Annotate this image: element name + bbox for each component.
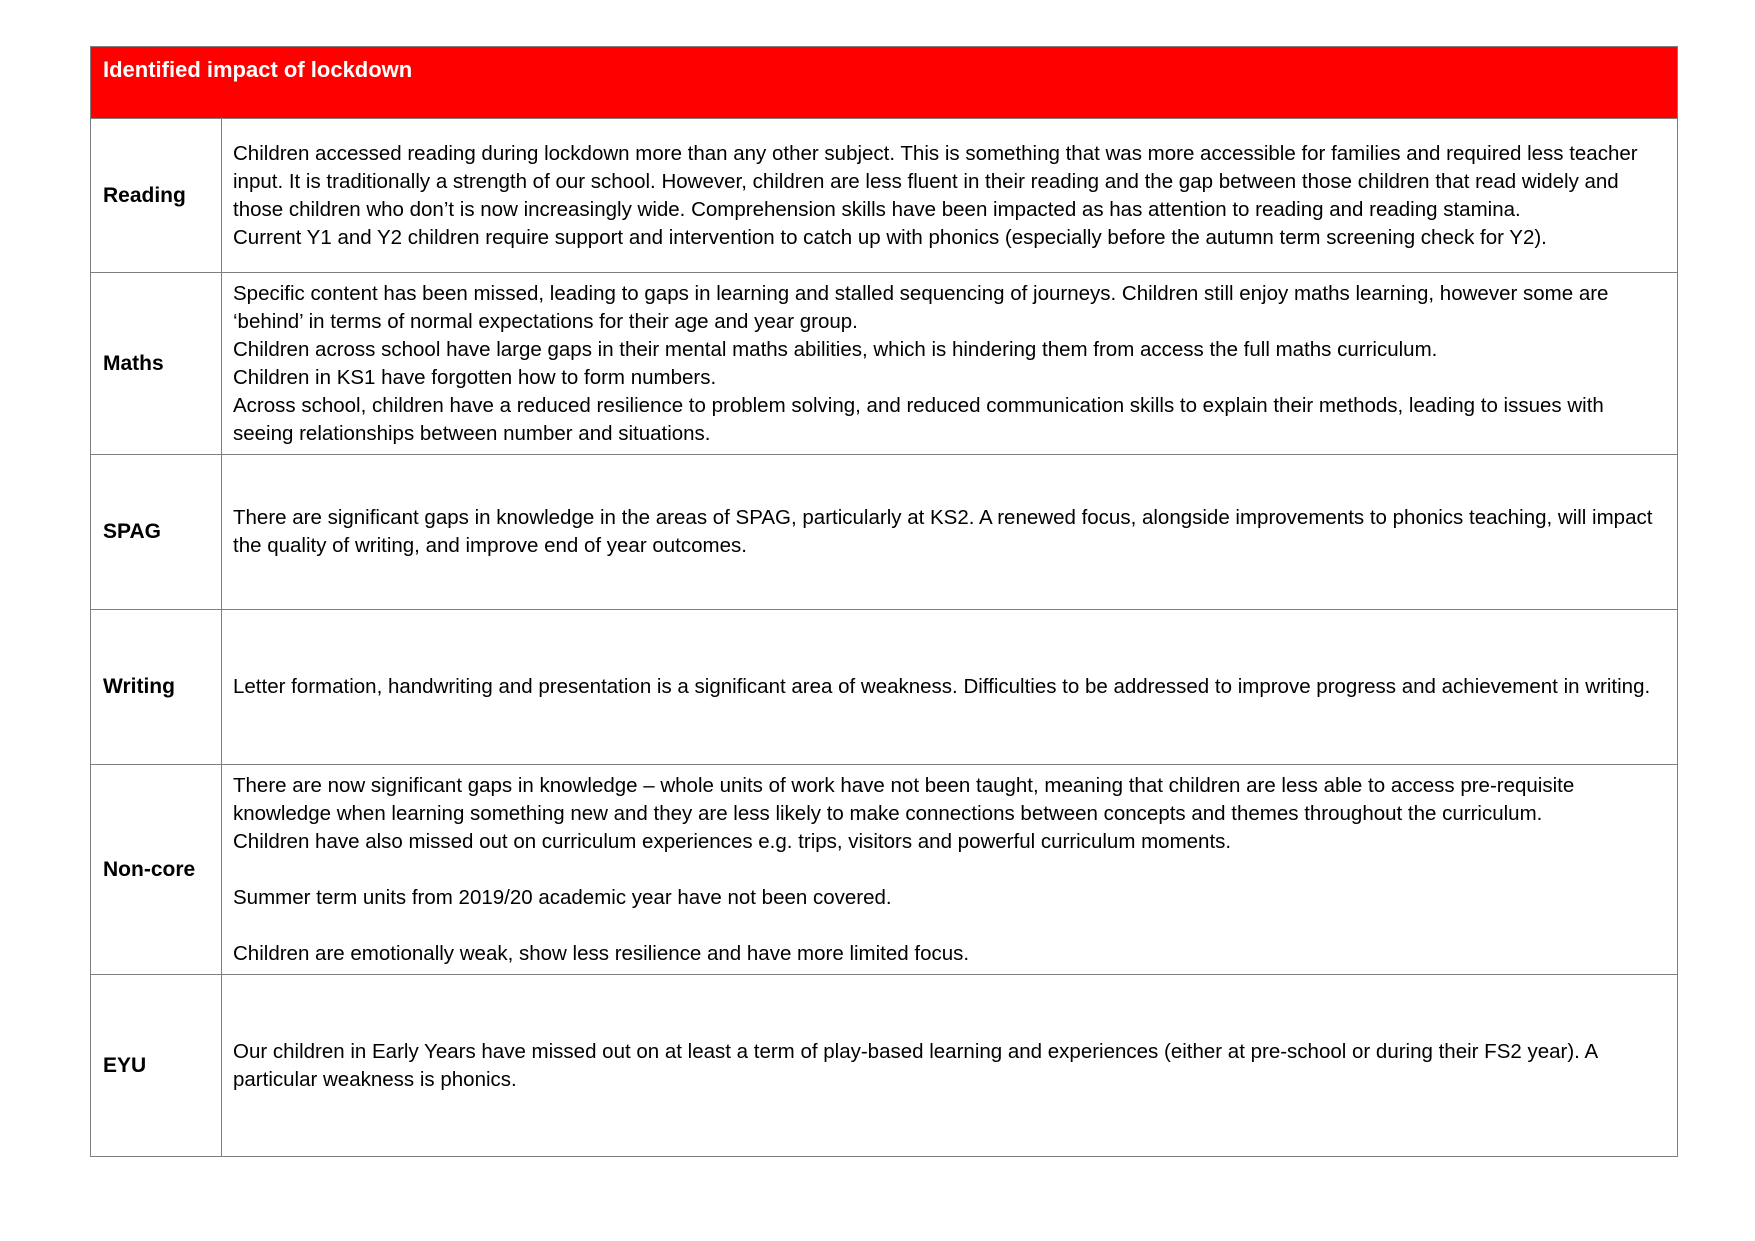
table-header (91, 47, 1677, 119)
subject-label: Maths (91, 273, 222, 454)
impact-description (222, 610, 1677, 764)
table-title: Identified impact of lockdown (103, 57, 413, 82)
table-row-maths (91, 273, 1677, 455)
paragraph: Across school, children have a reduced resilience to problem solving, and reduced communication skills to explain their methods, leading to issues with seeing relationships between number and situations. (233, 393, 1604, 445)
paragraph: Children are emotionally weak, show less resilience and have more limited focus. (233, 941, 970, 965)
paragraph-spacer (233, 856, 1661, 884)
subject-label: Writing (91, 610, 222, 764)
impact-description (222, 273, 1677, 454)
table-row-eyu (91, 975, 1677, 1156)
paragraph: Children accessed reading during lockdown more than any other subject. This is something that was more accessible for families and required less teacher input. It is traditionally a strength of our school. However, children are less fluent in their reading and the gap between those children that read widely and those children who don’t is now increasingly wide. Comprehension skills have been impacted as has attention to reading and reading stamina. (233, 141, 1638, 221)
paragraph: Children have also missed out on curriculum experiences e.g. trips, visitors and powerful curriculum moments. (233, 829, 1232, 853)
subject-label: SPAG (91, 455, 222, 609)
impact-description (222, 119, 1677, 272)
subject-label: Reading (91, 119, 222, 272)
paragraph: Current Y1 and Y2 children require support and intervention to catch up with phonics (especially before the autumn term screening check for Y2). (233, 225, 1547, 249)
paragraph: There are now significant gaps in knowledge – whole units of work have not been taught, meaning that children are less able to access pre-requisite knowledge when learning something new and they are less likely to make connections between concepts and themes throughout the curriculum. (233, 773, 1575, 825)
table-row-writing (91, 610, 1677, 765)
table-row-reading (91, 119, 1677, 273)
table-row-spag (91, 455, 1677, 610)
impact-description (222, 455, 1677, 609)
paragraph: Children across school have large gaps in their mental maths abilities, which is hindering them from access the full maths curriculum. (233, 337, 1438, 361)
paragraph: Specific content has been missed, leading to gaps in learning and stalled sequencing of journeys. Children still enjoy maths learning, however some are ‘behind’ in terms of normal expectations for their age and year group. (233, 281, 1609, 333)
impact-description (222, 765, 1677, 974)
paragraph: Summer term units from 2019/20 academic year have not been covered. (233, 885, 892, 909)
impact-table (90, 46, 1678, 1157)
subject-label: Non-core (91, 765, 222, 974)
paragraph: There are significant gaps in knowledge in the areas of SPAG, particularly at KS2. A renewed focus, alongside improvements to phonics teaching, will impact the quality of writing, and improve end of year outcomes. (233, 506, 1653, 557)
paragraph: Children in KS1 have forgotten how to form numbers. (233, 365, 717, 389)
paragraph: Our children in Early Years have missed out on at least a term of play-based learning and experiences (either at pre-school or during their FS2 year). A particular weakness is phonics. (233, 1039, 1597, 1091)
table-row-non-core (91, 765, 1677, 975)
paragraph-spacer (233, 912, 1661, 940)
paragraph: Letter formation, handwriting and presentation is a significant area of weakness. Difficulties to be addressed to improve progress and achievement in writing. (233, 675, 1651, 698)
impact-description (222, 975, 1677, 1156)
subject-label: EYU (91, 975, 222, 1156)
